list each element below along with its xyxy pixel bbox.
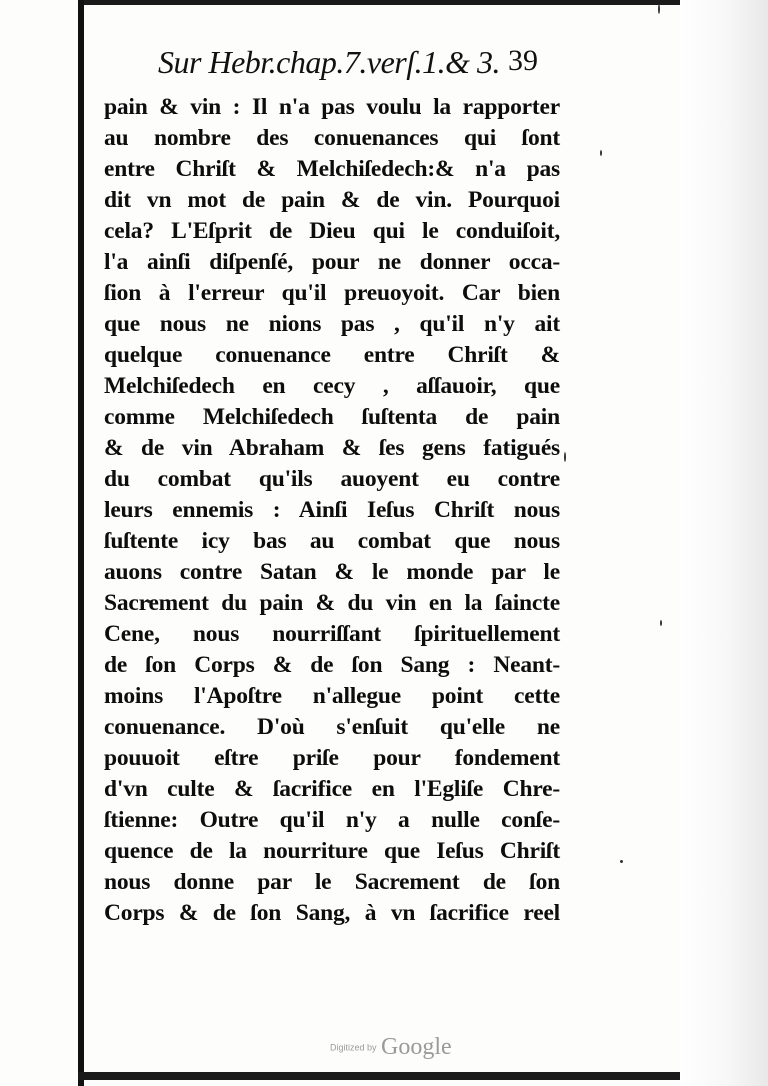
digitized-by-label: Digitized by: [330, 1042, 377, 1053]
ink-speck: [660, 620, 662, 626]
text-line: auons contre Satan & le monde par le: [104, 559, 560, 585]
text-line: moins l'Apoſtre n'allegue point cette: [104, 683, 560, 709]
page-number: 39: [508, 44, 538, 77]
text-line: & de vin Abraham & ſes gens fatigués: [104, 435, 560, 461]
text-line: du combat qu'ils auoyent eu contre: [104, 466, 560, 492]
text-line: ſtienne: Outre qu'il n'y a nulle conſe-: [104, 807, 560, 833]
text-line: quence de la nourriture que Ieſus Chriſt: [104, 838, 560, 864]
google-wordmark: Google: [380, 1034, 452, 1060]
ink-speck: [620, 860, 623, 863]
ink-speck: [564, 452, 566, 462]
text-line: ſion à l'erreur qu'il preuoyoit. Car bien: [104, 280, 560, 306]
text-line: que nous ne nions pas , qu'il n'y ait: [104, 311, 560, 337]
text-line: dit vn mot de pain & de vin. Pourquoi: [104, 187, 560, 213]
text-line: au nombre des conuenances qui ſont: [104, 125, 560, 151]
text-line: quelque conuenance entre Chriſt &: [104, 342, 560, 368]
text-line: ſuſtente icy bas au combat que nous: [104, 528, 560, 554]
running-header: [150, 44, 550, 84]
text-line: Cene, nous nourriſſant ſpirituellement: [104, 621, 560, 647]
text-line: pouuoit eſtre priſe pour fondement: [104, 745, 560, 771]
ink-speck: [600, 150, 602, 156]
digitization-watermark: [330, 1034, 452, 1061]
ink-speck: [658, 4, 660, 14]
text-line: cela? L'Eſprit de Dieu qui le conduiſoit,: [104, 218, 560, 244]
scan-border-left: [78, 0, 84, 1086]
body-text: [104, 92, 560, 929]
text-line: Corps & de ſon Sang, à vn ſacrifice reel: [104, 900, 560, 926]
text-line: entre Chriſt & Melchiſedech:& n'a pas: [104, 156, 560, 182]
text-line: Sacrement du pain & du vin en la ſaincte: [104, 590, 560, 616]
running-title: Sur Hebr.chap.7.verſ.1.& 3.: [158, 44, 501, 80]
text-line: d'vn culte & ſacrifice en l'Egliſe Chre-: [104, 776, 560, 802]
text-line: de ſon Corps & de ſon Sang : Neant-: [104, 652, 560, 678]
text-line: Melchiſedech en cecy , aſſauoir, que: [104, 373, 560, 399]
scan-border-top: [84, 0, 684, 5]
page-edge-shadow: [680, 0, 768, 1086]
text-line: conuenance. D'où s'enſuit qu'elle ne: [104, 714, 560, 740]
text-line: nous donne par le Sacrement de ſon: [104, 869, 560, 895]
scan-border-bottom: [78, 1072, 688, 1080]
text-line: leurs ennemis : Ainſi Ieſus Chriſt nous: [104, 497, 560, 523]
text-line: pain & vin : Il n'a pas voulu la rapporter: [104, 94, 560, 120]
text-line: l'a ainſi diſpenſé, pour ne donner occa-: [104, 249, 560, 275]
text-line: comme Melchiſedech ſuſtenta de pain: [104, 404, 560, 430]
